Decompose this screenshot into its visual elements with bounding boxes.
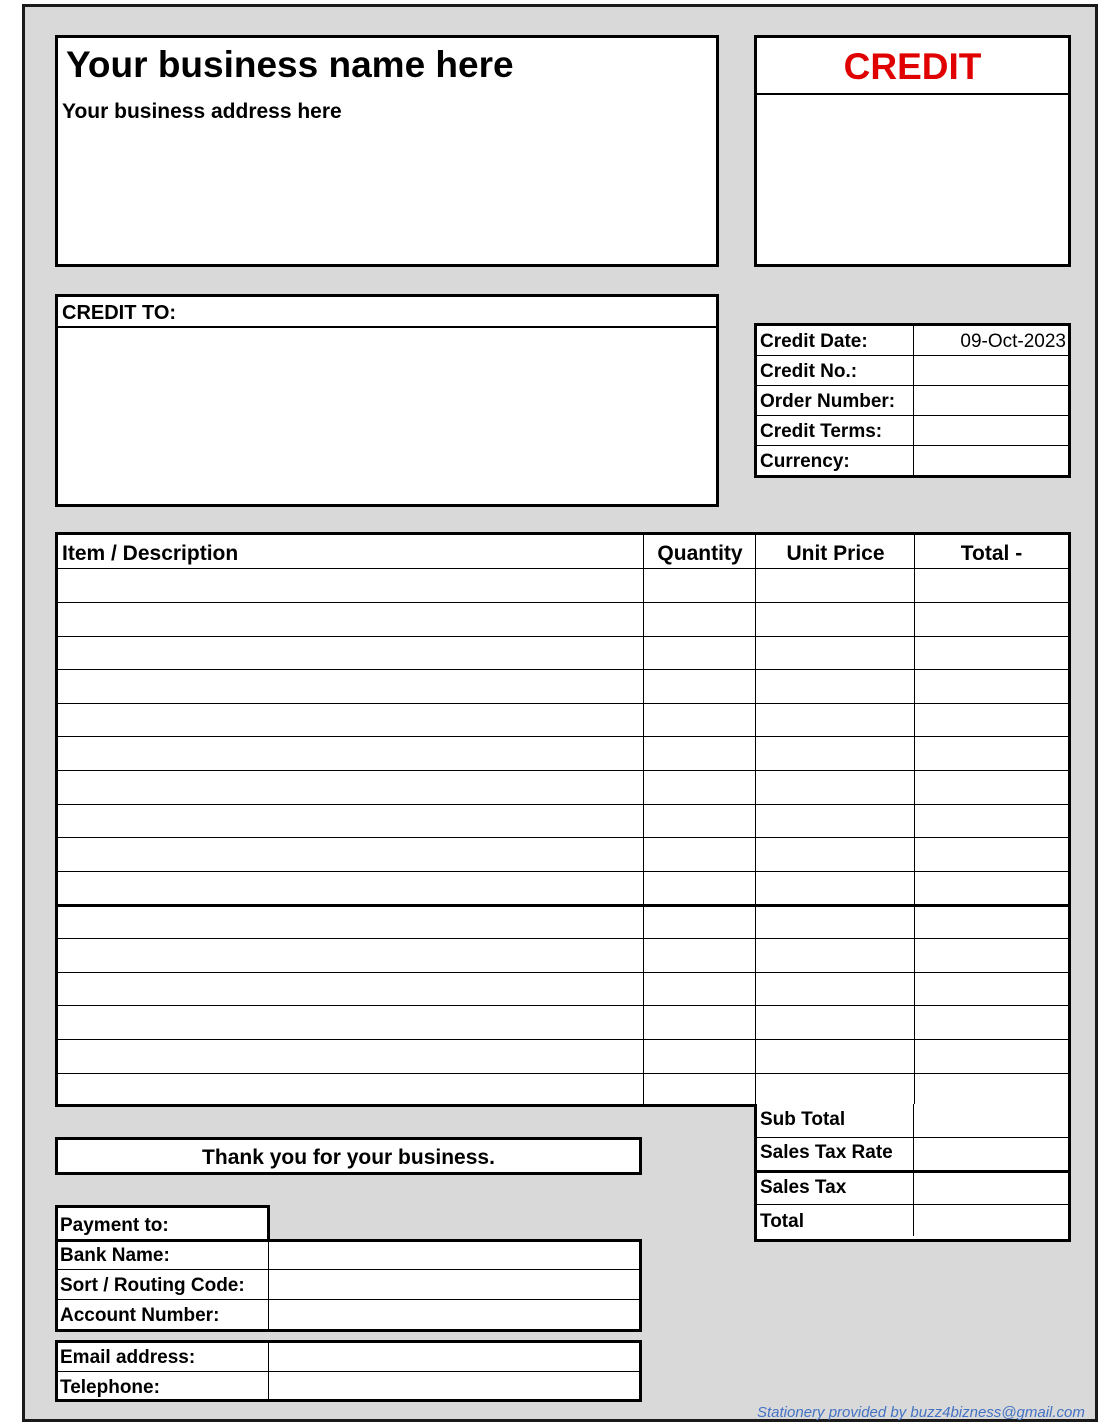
- sales-tax-rate-label: Sales Tax Rate: [760, 1142, 893, 1163]
- document-page: [22, 4, 1098, 1422]
- detail-label: Currency:: [760, 451, 850, 472]
- payment-details-table: [55, 1205, 642, 1332]
- totals-table: [754, 1104, 1071, 1242]
- credit-details-table: [754, 323, 1071, 478]
- credit-to-box: [55, 294, 719, 507]
- business-address: Your business address here: [62, 100, 342, 123]
- telephone-label: Telephone:: [60, 1377, 160, 1398]
- document-title: CREDIT: [757, 38, 1068, 95]
- sort-routing-code-label: Sort / Routing Code:: [60, 1275, 245, 1296]
- detail-label: Credit Terms:: [760, 421, 883, 442]
- column-header-description: Item / Description: [62, 542, 239, 565]
- detail-label: Credit No.:: [760, 361, 858, 382]
- thank-you-message: Thank you for your business.: [202, 1146, 495, 1169]
- bank-name-label: Bank Name:: [60, 1245, 170, 1266]
- stationery-credit: Stationery provided by buzz4bizness@gmail.com: [757, 1404, 1085, 1421]
- business-header-box: [55, 35, 719, 267]
- credit-to-label: CREDIT TO:: [58, 297, 716, 328]
- business-name: Your business name here: [66, 44, 514, 85]
- detail-label: Credit Date:: [760, 331, 868, 352]
- document-title-box: [754, 35, 1071, 267]
- column-header-unit-price: Unit Price: [786, 542, 885, 565]
- thank-you-box: [55, 1137, 642, 1175]
- detail-value-credit-date: 09-Oct-2023: [960, 331, 1066, 352]
- contact-details-table: [55, 1340, 642, 1402]
- email-address-label: Email address:: [60, 1347, 196, 1368]
- line-items-table: [55, 532, 1071, 1107]
- account-number-label: Account Number:: [60, 1305, 220, 1326]
- sub-total-label: Sub Total: [760, 1109, 846, 1130]
- column-header-quantity: Quantity: [657, 542, 743, 565]
- detail-label: Order Number:: [760, 391, 896, 412]
- sales-tax-label: Sales Tax: [760, 1177, 847, 1198]
- column-header-total: Total -: [960, 542, 1023, 565]
- payment-to-label: Payment to:: [60, 1215, 169, 1236]
- total-label: Total: [760, 1211, 804, 1232]
